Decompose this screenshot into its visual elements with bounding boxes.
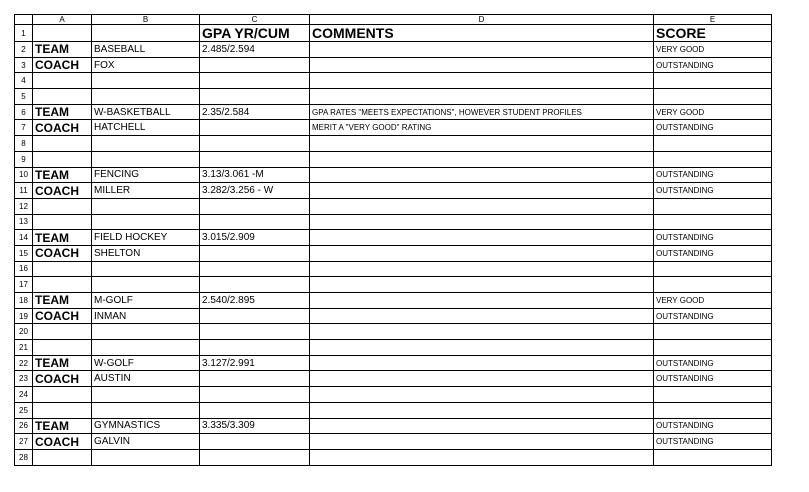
- row-number[interactable]: 20: [15, 324, 33, 340]
- cell-b[interactable]: SHELTON: [92, 245, 200, 261]
- row-number[interactable]: 14: [15, 230, 33, 246]
- cell-e[interactable]: [654, 449, 772, 465]
- cell-c[interactable]: [200, 73, 310, 89]
- cell-a[interactable]: TEAM: [33, 293, 92, 309]
- cell-c[interactable]: [200, 308, 310, 324]
- table-row: [15, 324, 772, 340]
- cell-b[interactable]: [92, 25, 200, 42]
- table-row: [15, 308, 772, 324]
- row-number[interactable]: 27: [15, 434, 33, 450]
- cell-b[interactable]: [92, 387, 200, 403]
- cell-d[interactable]: [310, 371, 654, 387]
- cell-e[interactable]: OUTSTANDING: [654, 245, 772, 261]
- row-number[interactable]: 28: [15, 449, 33, 465]
- cell-e[interactable]: OUTSTANDING: [654, 308, 772, 324]
- cell-c[interactable]: [200, 136, 310, 152]
- table-row: [15, 104, 772, 120]
- cell-a[interactable]: [33, 198, 92, 214]
- cell-a[interactable]: TEAM: [33, 230, 92, 246]
- cell-d[interactable]: [310, 449, 654, 465]
- cell-e[interactable]: VERY GOOD: [654, 42, 772, 58]
- table-row: [15, 387, 772, 403]
- row-number[interactable]: 12: [15, 198, 33, 214]
- cell-a[interactable]: TEAM: [33, 42, 92, 58]
- cell-a[interactable]: [33, 324, 92, 340]
- cell-b[interactable]: [92, 136, 200, 152]
- cell-c[interactable]: [200, 120, 310, 136]
- cell-e[interactable]: OUTSTANDING: [654, 120, 772, 136]
- cell-d[interactable]: [310, 167, 654, 183]
- cell-c[interactable]: [200, 198, 310, 214]
- cell-e[interactable]: SCORE: [654, 25, 772, 42]
- row-number[interactable]: 26: [15, 418, 33, 434]
- cell-e[interactable]: OUTSTANDING: [654, 183, 772, 199]
- cell-d[interactable]: [310, 151, 654, 167]
- cell-a[interactable]: [33, 340, 92, 356]
- cell-d[interactable]: [310, 340, 654, 356]
- column-header-a[interactable]: A: [33, 15, 92, 25]
- cell-b[interactable]: MILLER: [92, 183, 200, 199]
- cell-d[interactable]: MERIT A "VERY GOOD" RATING: [310, 120, 654, 136]
- cell-d[interactable]: [310, 308, 654, 324]
- cell-a[interactable]: COACH: [33, 57, 92, 73]
- row-number[interactable]: 21: [15, 340, 33, 356]
- cell-d[interactable]: [310, 89, 654, 105]
- cell-e[interactable]: [654, 340, 772, 356]
- cell-b[interactable]: INMAN: [92, 308, 200, 324]
- cell-e[interactable]: OUTSTANDING: [654, 57, 772, 73]
- cell-c[interactable]: [200, 151, 310, 167]
- cell-a[interactable]: COACH: [33, 434, 92, 450]
- cell-c[interactable]: [200, 387, 310, 403]
- row-number[interactable]: 3: [15, 57, 33, 73]
- cell-b[interactable]: [92, 198, 200, 214]
- cell-c[interactable]: 3.13/3.061 -M: [200, 167, 310, 183]
- cell-a[interactable]: [33, 89, 92, 105]
- cell-a[interactable]: [33, 73, 92, 89]
- row-number[interactable]: 24: [15, 387, 33, 403]
- cell-e[interactable]: [654, 324, 772, 340]
- cell-a[interactable]: [33, 136, 92, 152]
- cell-b[interactable]: M-GOLF: [92, 293, 200, 309]
- table-row: [15, 183, 772, 199]
- cell-b[interactable]: [92, 402, 200, 418]
- table-row: [15, 136, 772, 152]
- table-row: [15, 42, 772, 58]
- cell-d[interactable]: [310, 387, 654, 403]
- row-number[interactable]: 9: [15, 151, 33, 167]
- cell-a[interactable]: [33, 387, 92, 403]
- row-number[interactable]: 16: [15, 261, 33, 277]
- cell-c[interactable]: 2.485/2.594: [200, 42, 310, 58]
- cell-c[interactable]: [200, 57, 310, 73]
- cell-c[interactable]: GPA YR/CUM: [200, 25, 310, 42]
- cell-b[interactable]: AUSTIN: [92, 371, 200, 387]
- cell-a[interactable]: [33, 277, 92, 293]
- cell-c[interactable]: 2.35/2.584: [200, 104, 310, 120]
- cell-b[interactable]: HATCHELL: [92, 120, 200, 136]
- cell-d[interactable]: GPA RATES "MEETS EXPECTATIONS", HOWEVER STUDENT PROFILES: [310, 104, 654, 120]
- cell-e[interactable]: [654, 214, 772, 230]
- cell-e[interactable]: OUTSTANDING: [654, 434, 772, 450]
- cell-c[interactable]: 3.015/2.909: [200, 230, 310, 246]
- cell-c[interactable]: [200, 340, 310, 356]
- table-row: [15, 57, 772, 73]
- row-number[interactable]: 23: [15, 371, 33, 387]
- cell-e[interactable]: [654, 402, 772, 418]
- cell-a[interactable]: [33, 402, 92, 418]
- cell-c[interactable]: [200, 261, 310, 277]
- cell-d[interactable]: [310, 42, 654, 58]
- cell-c[interactable]: [200, 277, 310, 293]
- cell-e[interactable]: [654, 89, 772, 105]
- table-row: [15, 418, 772, 434]
- table-row: [15, 245, 772, 261]
- table-row: [15, 230, 772, 246]
- table-row: [15, 151, 772, 167]
- cell-e[interactable]: OUTSTANDING: [654, 418, 772, 434]
- cell-a[interactable]: [33, 151, 92, 167]
- table-row: [15, 340, 772, 356]
- cell-b[interactable]: [92, 340, 200, 356]
- spreadsheet-grid: [14, 14, 772, 466]
- cell-d[interactable]: [310, 434, 654, 450]
- table-row: [15, 89, 772, 105]
- cell-b[interactable]: [92, 151, 200, 167]
- cell-c[interactable]: 3.335/3.309: [200, 418, 310, 434]
- cell-d[interactable]: [310, 324, 654, 340]
- cell-a[interactable]: COACH: [33, 245, 92, 261]
- corner-cell[interactable]: [15, 15, 33, 25]
- table-row: [15, 198, 772, 214]
- cell-b[interactable]: [92, 261, 200, 277]
- table-row: [15, 293, 772, 309]
- table-row: [15, 434, 772, 450]
- row-number[interactable]: 25: [15, 402, 33, 418]
- cell-c[interactable]: [200, 449, 310, 465]
- cell-b[interactable]: [92, 73, 200, 89]
- cell-b[interactable]: [92, 89, 200, 105]
- cell-c[interactable]: 2.540/2.895: [200, 293, 310, 309]
- cell-b[interactable]: [92, 277, 200, 293]
- cell-e[interactable]: OUTSTANDING: [654, 371, 772, 387]
- column-header-b[interactable]: B: [92, 15, 200, 25]
- cell-b[interactable]: W-BASKETBALL: [92, 104, 200, 120]
- row-number[interactable]: 6: [15, 104, 33, 120]
- table-row: [15, 120, 772, 136]
- cell-c[interactable]: [200, 371, 310, 387]
- cell-e[interactable]: [654, 151, 772, 167]
- cell-d[interactable]: [310, 355, 654, 371]
- cell-e[interactable]: OUTSTANDING: [654, 230, 772, 246]
- cell-d[interactable]: [310, 402, 654, 418]
- cell-e[interactable]: [654, 387, 772, 403]
- table-row: [15, 261, 772, 277]
- cell-a[interactable]: [33, 449, 92, 465]
- table-row: [15, 73, 772, 89]
- column-header-row: [15, 15, 772, 25]
- cell-d[interactable]: [310, 183, 654, 199]
- cell-a[interactable]: TEAM: [33, 418, 92, 434]
- cell-e[interactable]: VERY GOOD: [654, 104, 772, 120]
- cell-d[interactable]: [310, 198, 654, 214]
- cell-c[interactable]: [200, 89, 310, 105]
- table-row: [15, 167, 772, 183]
- column-header-c[interactable]: C: [200, 15, 310, 25]
- table-row: [15, 25, 772, 42]
- cell-c[interactable]: [200, 245, 310, 261]
- cell-d[interactable]: [310, 418, 654, 434]
- cell-e[interactable]: [654, 136, 772, 152]
- cell-a[interactable]: COACH: [33, 308, 92, 324]
- cell-c[interactable]: [200, 324, 310, 340]
- cell-c[interactable]: [200, 402, 310, 418]
- cell-e[interactable]: [654, 261, 772, 277]
- cell-b[interactable]: FENCING: [92, 167, 200, 183]
- table-row: [15, 214, 772, 230]
- cell-b[interactable]: BASEBALL: [92, 42, 200, 58]
- cell-c[interactable]: [200, 214, 310, 230]
- cell-c[interactable]: [200, 434, 310, 450]
- cell-d[interactable]: [310, 293, 654, 309]
- cell-e[interactable]: VERY GOOD: [654, 293, 772, 309]
- cell-a[interactable]: TEAM: [33, 355, 92, 371]
- cell-c[interactable]: 3.282/3.256 - W: [200, 183, 310, 199]
- cell-d[interactable]: [310, 245, 654, 261]
- row-number[interactable]: 22: [15, 355, 33, 371]
- row-number[interactable]: 1: [15, 25, 33, 42]
- table-row: [15, 371, 772, 387]
- row-number[interactable]: 17: [15, 277, 33, 293]
- row-number[interactable]: 13: [15, 214, 33, 230]
- cell-d[interactable]: [310, 277, 654, 293]
- cell-a[interactable]: [33, 261, 92, 277]
- cell-a[interactable]: [33, 25, 92, 42]
- cell-b[interactable]: W-GOLF: [92, 355, 200, 371]
- cell-e[interactable]: [654, 277, 772, 293]
- row-number[interactable]: 15: [15, 245, 33, 261]
- column-header-d[interactable]: D: [310, 15, 654, 25]
- cell-b[interactable]: [92, 214, 200, 230]
- cell-d[interactable]: [310, 136, 654, 152]
- table-row: [15, 449, 772, 465]
- cell-b[interactable]: FOX: [92, 57, 200, 73]
- cell-a[interactable]: TEAM: [33, 104, 92, 120]
- table-row: [15, 277, 772, 293]
- cell-b[interactable]: GALVIN: [92, 434, 200, 450]
- cell-a[interactable]: COACH: [33, 371, 92, 387]
- cell-d[interactable]: [310, 73, 654, 89]
- cell-e[interactable]: OUTSTANDING: [654, 355, 772, 371]
- row-number[interactable]: 4: [15, 73, 33, 89]
- row-number[interactable]: 2: [15, 42, 33, 58]
- cell-e[interactable]: OUTSTANDING: [654, 167, 772, 183]
- table-row: [15, 402, 772, 418]
- cell-a[interactable]: [33, 214, 92, 230]
- cell-d[interactable]: [310, 261, 654, 277]
- cell-b[interactable]: [92, 449, 200, 465]
- cell-d[interactable]: [310, 230, 654, 246]
- cell-d[interactable]: [310, 57, 654, 73]
- row-number[interactable]: 10: [15, 167, 33, 183]
- cell-e[interactable]: [654, 198, 772, 214]
- cell-e[interactable]: [654, 73, 772, 89]
- cell-a[interactable]: COACH: [33, 183, 92, 199]
- row-number[interactable]: 19: [15, 308, 33, 324]
- cell-b[interactable]: GYMNASTICS: [92, 418, 200, 434]
- cell-a[interactable]: TEAM: [33, 167, 92, 183]
- cell-b[interactable]: FIELD HOCKEY: [92, 230, 200, 246]
- row-number[interactable]: 11: [15, 183, 33, 199]
- cell-d[interactable]: COMMENTS: [310, 25, 654, 42]
- row-number[interactable]: 7: [15, 120, 33, 136]
- cell-b[interactable]: [92, 324, 200, 340]
- cell-a[interactable]: COACH: [33, 120, 92, 136]
- cell-c[interactable]: 3.127/2.991: [200, 355, 310, 371]
- table-row: [15, 355, 772, 371]
- row-number[interactable]: 18: [15, 293, 33, 309]
- row-number[interactable]: 5: [15, 89, 33, 105]
- row-number[interactable]: 8: [15, 136, 33, 152]
- column-header-e[interactable]: E: [654, 15, 772, 25]
- cell-d[interactable]: [310, 214, 654, 230]
